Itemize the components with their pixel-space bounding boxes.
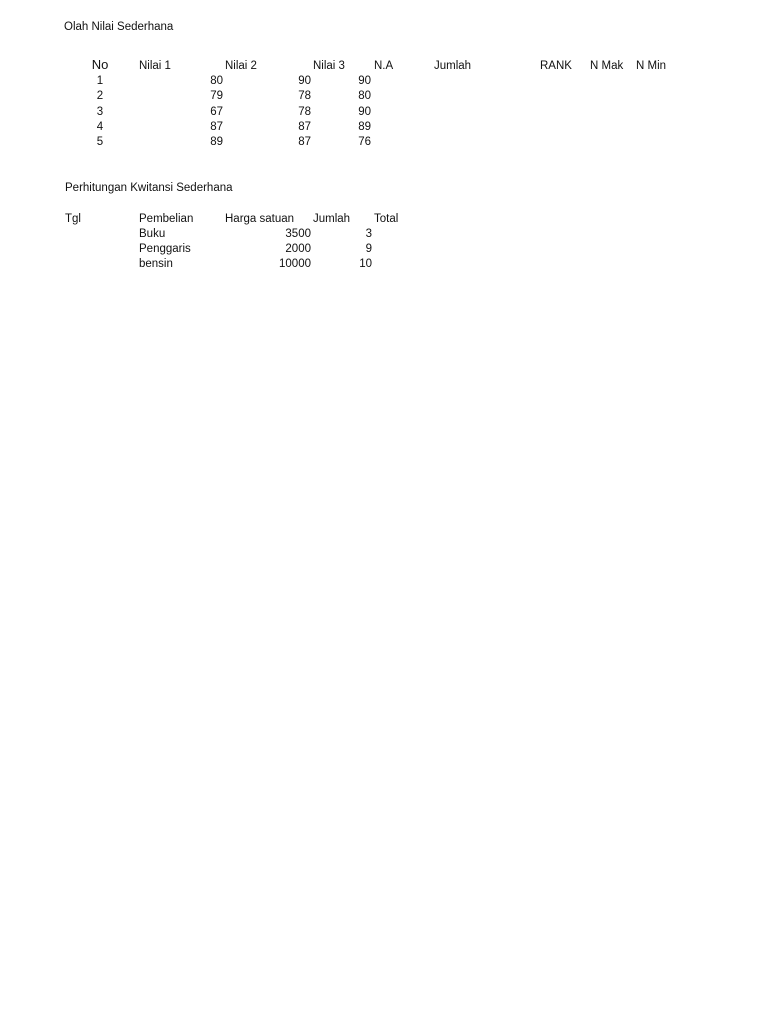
header-jumlah: Jumlah: [313, 213, 351, 225]
header-tgl: Tgl: [65, 213, 81, 225]
list-item-jumlah: 3: [365, 228, 372, 240]
table-cell-nilai3: 76: [358, 136, 371, 148]
table-cell-nilai2: 87: [298, 136, 311, 148]
header-nilai2: Nilai 2: [225, 60, 257, 72]
list-item-pembelian: Buku: [139, 228, 166, 240]
table-cell-nilai3: 89: [358, 121, 371, 133]
section1-title: Olah Nilai Sederhana: [64, 21, 174, 33]
table-cell-nilai3: 80: [358, 90, 371, 102]
table-cell-nilai1: 80: [210, 75, 223, 87]
table-row-no: 1: [96, 75, 104, 87]
header-harga-satuan: Harga satuan: [225, 213, 295, 225]
table-cell-nilai2: 78: [298, 106, 311, 118]
table-cell-nilai2: 90: [298, 75, 311, 87]
header-rank: RANK: [540, 60, 572, 72]
header-nmak: N Mak: [590, 60, 624, 72]
table-row-no: 4: [96, 121, 104, 133]
header-nmin: N Min: [636, 60, 667, 72]
table-cell-nilai1: 67: [210, 106, 223, 118]
list-item-jumlah: 9: [365, 243, 372, 255]
header-pembelian: Pembelian: [139, 213, 194, 225]
table-cell-nilai3: 90: [358, 106, 371, 118]
table-row-no: 5: [96, 136, 104, 148]
list-item-pembelian: Penggaris: [139, 243, 191, 255]
header-total: Total: [374, 213, 399, 225]
table-row-no: 3: [96, 106, 104, 118]
section2-title: Perhitungan Kwitansi Sederhana: [65, 182, 233, 194]
list-item-harga: 10000: [279, 258, 311, 270]
list-item-pembelian: bensin: [139, 258, 173, 270]
list-item-harga: 3500: [285, 228, 311, 240]
list-item-harga: 2000: [285, 243, 311, 255]
list-item-jumlah: 10: [359, 258, 372, 270]
table-cell-nilai3: 90: [358, 75, 371, 87]
table-row-no: 2: [96, 90, 104, 102]
table-cell-nilai2: 78: [298, 90, 311, 102]
header-na: N.A: [374, 60, 394, 72]
table-cell-nilai1: 89: [210, 136, 223, 148]
header-no: No: [91, 57, 109, 72]
table-cell-nilai2: 87: [298, 121, 311, 133]
table-cell-nilai1: 87: [210, 121, 223, 133]
header-jumlah: Jumlah: [434, 60, 472, 72]
header-nilai1: Nilai 1: [139, 60, 171, 72]
table-cell-nilai1: 79: [210, 90, 223, 102]
header-nilai3: Nilai 3: [313, 60, 345, 72]
